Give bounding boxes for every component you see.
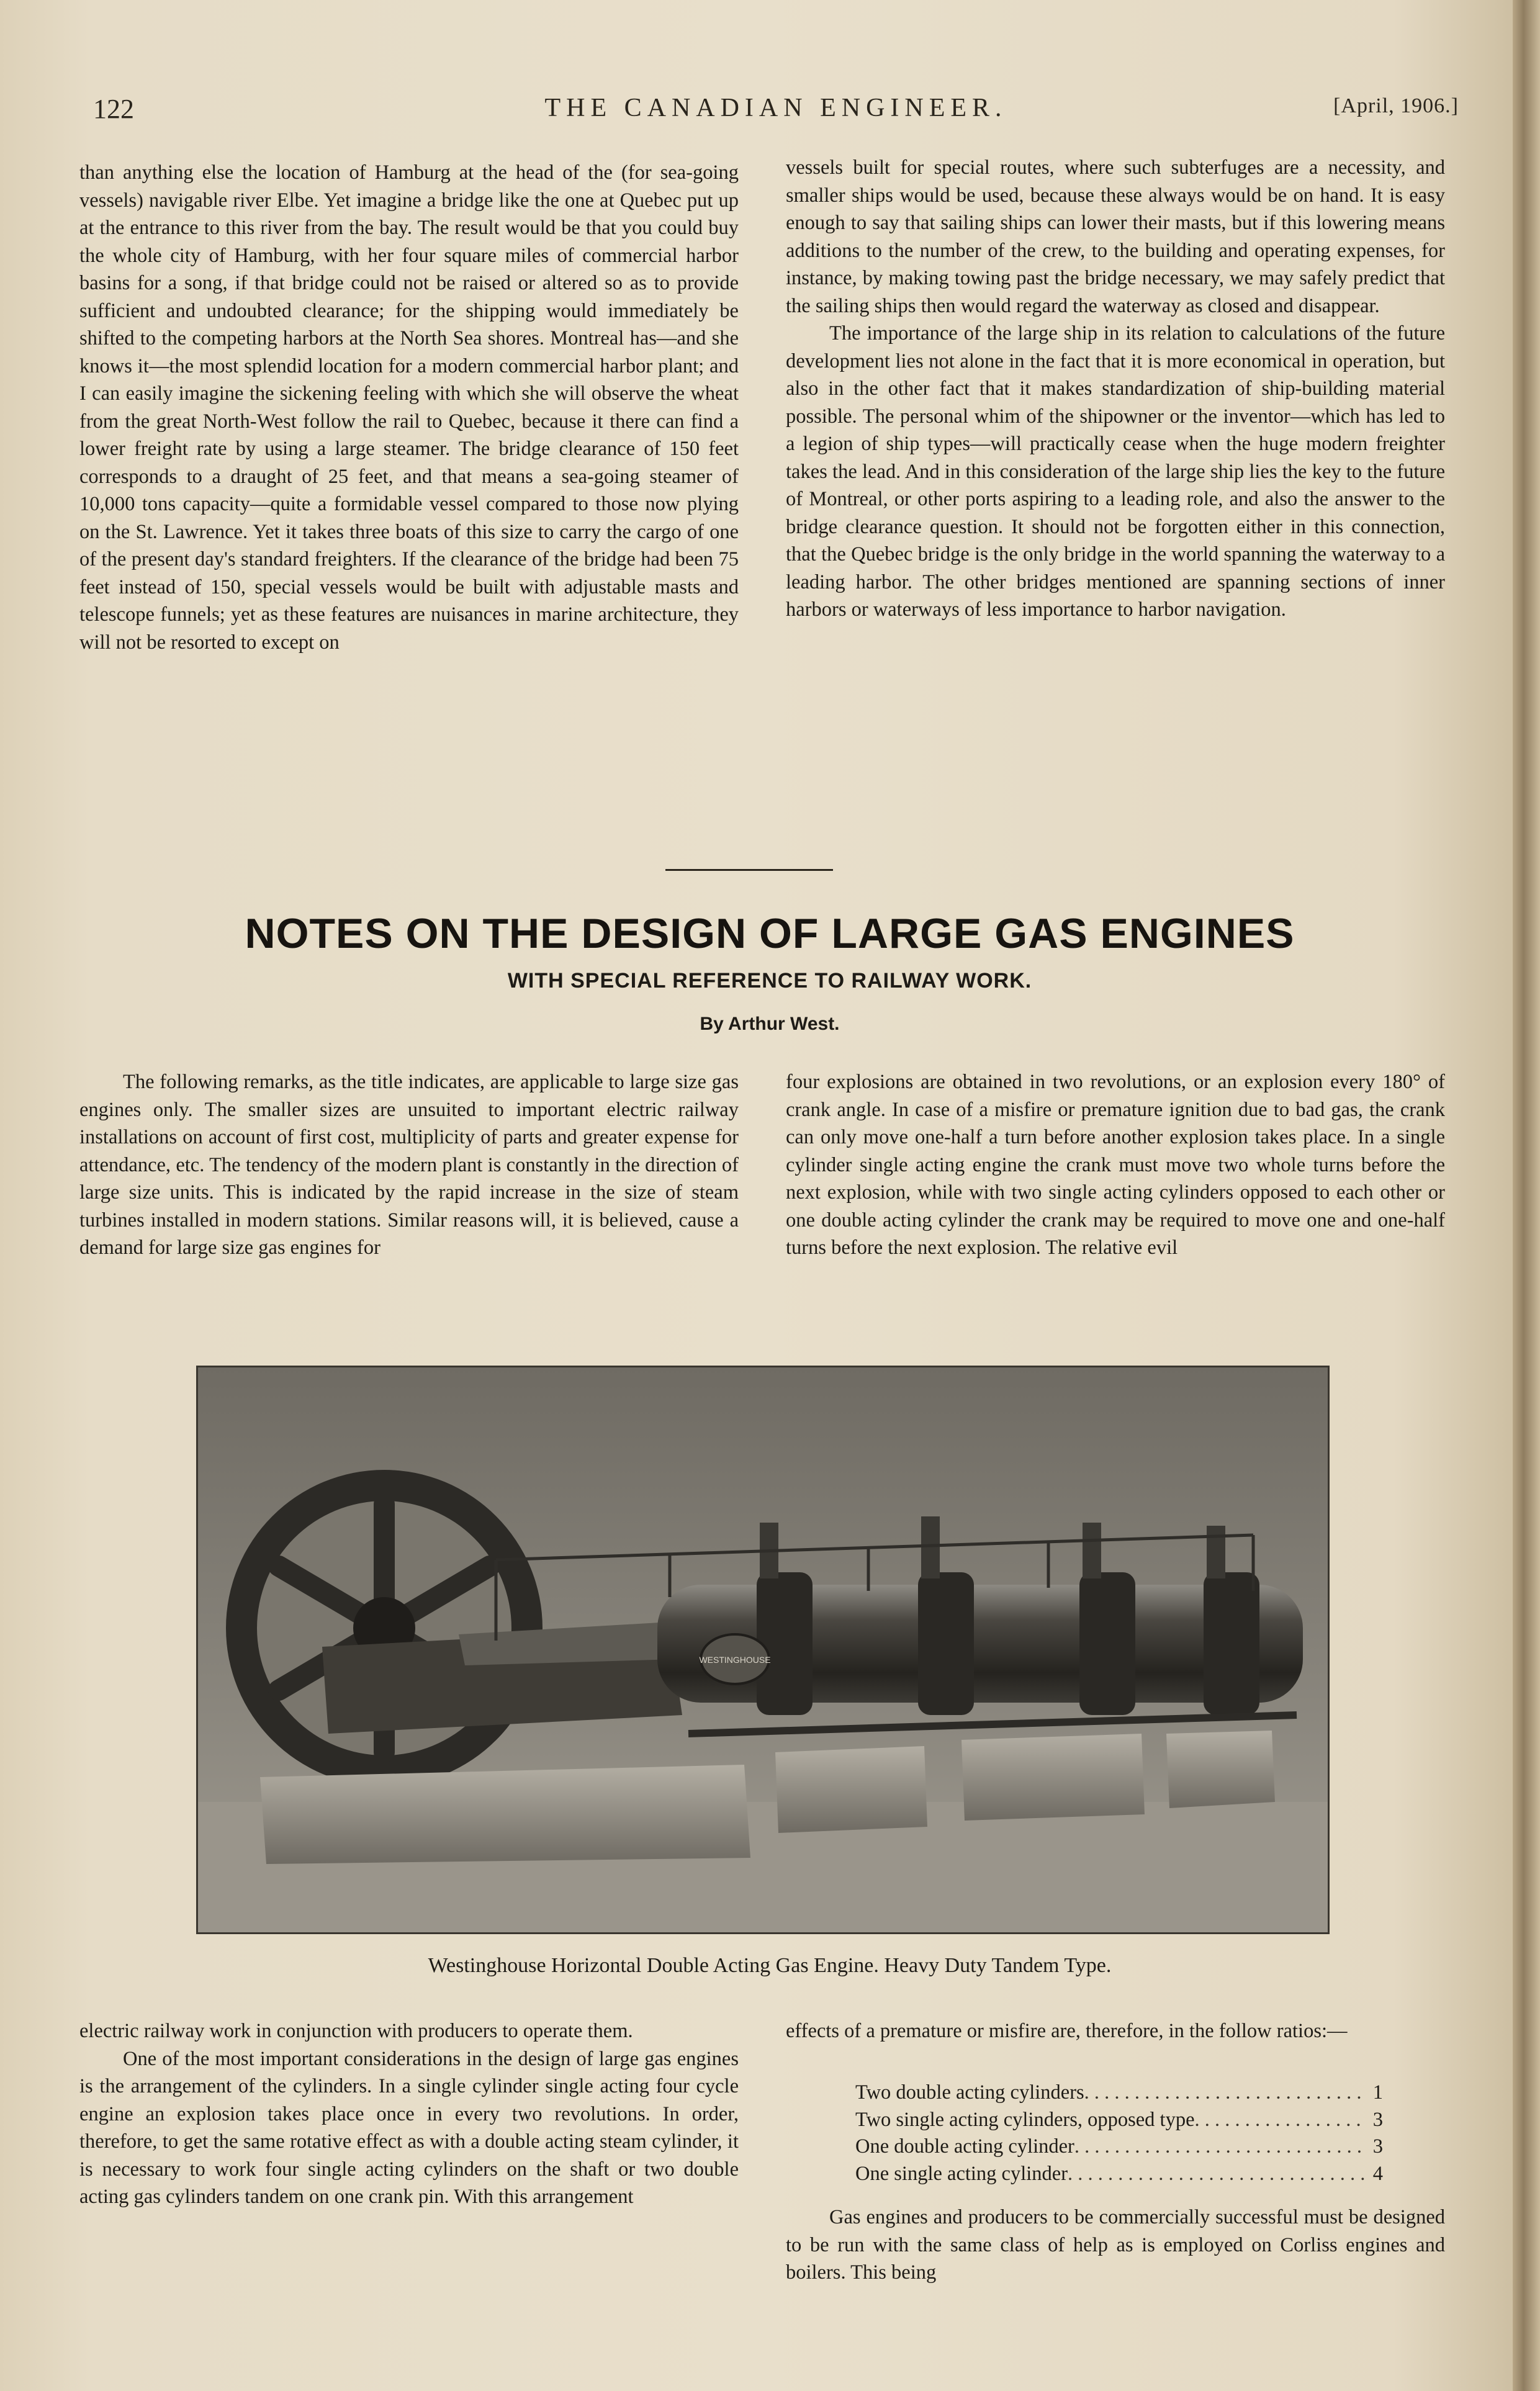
ratio-value: 3 [1372, 2108, 1383, 2131]
ratio-row [855, 2107, 1383, 2134]
ratio-label: Two single acting cylinders, opposed type [855, 2108, 1195, 2131]
article-subtitle: WITH SPECIAL REFERENCE TO RAILWAY WORK. [507, 969, 1032, 993]
section-divider [665, 869, 833, 871]
nameplate-text: WESTINGHOUSE [699, 1655, 771, 1665]
misfire-ratio-table [855, 2079, 1383, 2187]
paragraph: The following remarks, as the title indicates, are applicable to large size gas engines only. The smaller sizes are unsuited to important electric railway installations on account of first cost, multiplicity of parts and greater expense for attendance, etc. The tendency of the modern plant is constantly in the direction of large size units. This is indicated by the rapid increase in the size of steam turbines installed in modern stations. Similar reasons will, it is believed, cause a demand for large size gas engines for [79, 1071, 739, 1259]
article-lower-left-column [79, 2017, 739, 2211]
paragraph: vessels built for special routes, where such subterfuges are a necessity, and smaller ships would be used, because these always would be on hand. It is easy enough to say that sailing ships can lower their masts, but if this lowering means additions to the number of the crew, to the building and operating expenses, for instance, by making towing past the bridge necessary, we may safely predict that the sailing ships then would regard the waterway as closed and disappear. [786, 156, 1445, 317]
top-left-column [79, 159, 739, 656]
leader-dots [1074, 2133, 1364, 2161]
article-upper-right-column [786, 1068, 1445, 1262]
paragraph: four explosions are obtained in two revolutions, or an explosion every 180° of crank angle. In case of a misfire or premature ignition due to bad gas, the crank can only move one-half a turn before another explosion takes place. In a single cylinder single acting engine the crank must move two whole turns before the next explosion, while with two single acting cylinders opposed to each other or one double acting cylinder the crank may be required to move one and one-half turns before the next explosion. The relative evil [786, 1071, 1445, 1259]
article-title: NOTES ON THE DESIGN OF LARGE GAS ENGINES [245, 910, 1295, 957]
ratio-value: 1 [1372, 2081, 1383, 2104]
paragraph: than anything else the location of Hamburg at the head of the (for sea-going vessels) navigable river Elbe. Yet imagine a bridge like the one at Quebec put up at the entrance to this river from the bay. The result would be that you could buy the whole city of Hamburg, with her four square miles of commercial harbor basins for a song, if that bridge could not be raised or altered so as to provide sufficient and undoubted clearance; for the shipping would immediately be shifted to the competing harbors at the North Sea shores. Montreal has—and she knows it—the most splendid location for a modern commercial harbor plant; and I can easily imagine the sickening feeling with which she will observe the wheat from the great North-West follow the rail to Quebec, because it there can find a lower freight rate by using a large steamer. The bridge clearance of 150 feet corresponds to a draught of 25 feet, and that means a sea-going steamer of 10,000 tons capacity—quite a formidable vessel compared to those now plying on the St. Lawrence. Yet it takes three boats of this size to carry the cargo of one of the present day's standard freighters. If the clearance of the bridge had been 75 feet instead of 150, special vessels would be built with adjustable masts and telescope funnels; yet as these features are nuisances in marine architecture, they will not be resorted to except on [79, 161, 739, 654]
article-lower-right-column [786, 2017, 1445, 2045]
issue-date: [April, 1906.] [1333, 94, 1459, 117]
ratio-value: 3 [1372, 2135, 1383, 2158]
running-head [93, 93, 1459, 130]
journal-title: THE CANADIAN ENGINEER. [544, 94, 1007, 122]
ratio-value: 4 [1372, 2162, 1383, 2185]
ratio-row [855, 2133, 1383, 2161]
article-lower-right-continuation [786, 2204, 1445, 2287]
figure-caption: Westinghouse Horizontal Double Acting Gas Engine. Heavy Duty Tandem Type. [428, 1954, 1112, 1977]
top-right-column [786, 154, 1445, 624]
leader-dots [1068, 2161, 1364, 2188]
paragraph: One of the most important considerations in the design of large gas engines is the arrangement of the cylinders. In a single cylinder single acting four cycle engine an explosion takes place once in every two revolutions. In order, therefore, to get the same rotative effect as with a double acting steam cylinder, it is necessary to work four single acting cylinders on the shaft or two double acting gas cylinders tandem on one crank pin. With this arrangement [79, 2047, 739, 2208]
paragraph: effects of a premature or misfire are, therefore, in the follow ratios:— [786, 2020, 1348, 2042]
paragraph: The importance of the large ship in its relation to calculations of the future development lies not alone in the fact that it is more economical in operation, but also in the other fact that it makes standardization of ship-building material possible. The personal whim of the shipowner or the inventor—which has led to a legion of ship types—will practically cease when the huge modern freighter takes the lead. And in this consideration of the large ship lies the key to the future of Montreal, or other ports aspiring to a leading role, and also the answer to the bridge clearance question. It should not be forgotten either in this connection, that the Quebec bridge is the only bridge in the world spanning the waterway to a leading harbor. The other bridges mentioned are spanning sections of inner harbors or waterways of less importance to harbor navigation. [786, 322, 1445, 621]
page-edge-shadow [1513, 0, 1540, 2391]
ratio-label: One single acting cylinder [855, 2162, 1068, 2185]
article-byline: By Arthur West. [700, 1014, 840, 1034]
ratio-row [855, 2079, 1383, 2107]
gas-engine-illustration [198, 1367, 1328, 1932]
paragraph: Gas engines and producers to be commercially successful must be designed to be run with the same class of help as is employed on Corliss engines and boilers. This being [786, 2206, 1445, 2284]
leader-dots [1195, 2107, 1364, 2134]
ratio-label: Two double acting cylinders [855, 2081, 1084, 2104]
paragraph: electric railway work in conjunction with producers to operate them. [79, 2020, 633, 2042]
ratio-label: One double acting cylinder [855, 2135, 1074, 2158]
article-upper-left-column [79, 1068, 739, 1262]
ratio-row [855, 2161, 1383, 2188]
leader-dots [1084, 2079, 1364, 2107]
engine-photograph [196, 1366, 1330, 1934]
page-number: 122 [93, 94, 134, 124]
